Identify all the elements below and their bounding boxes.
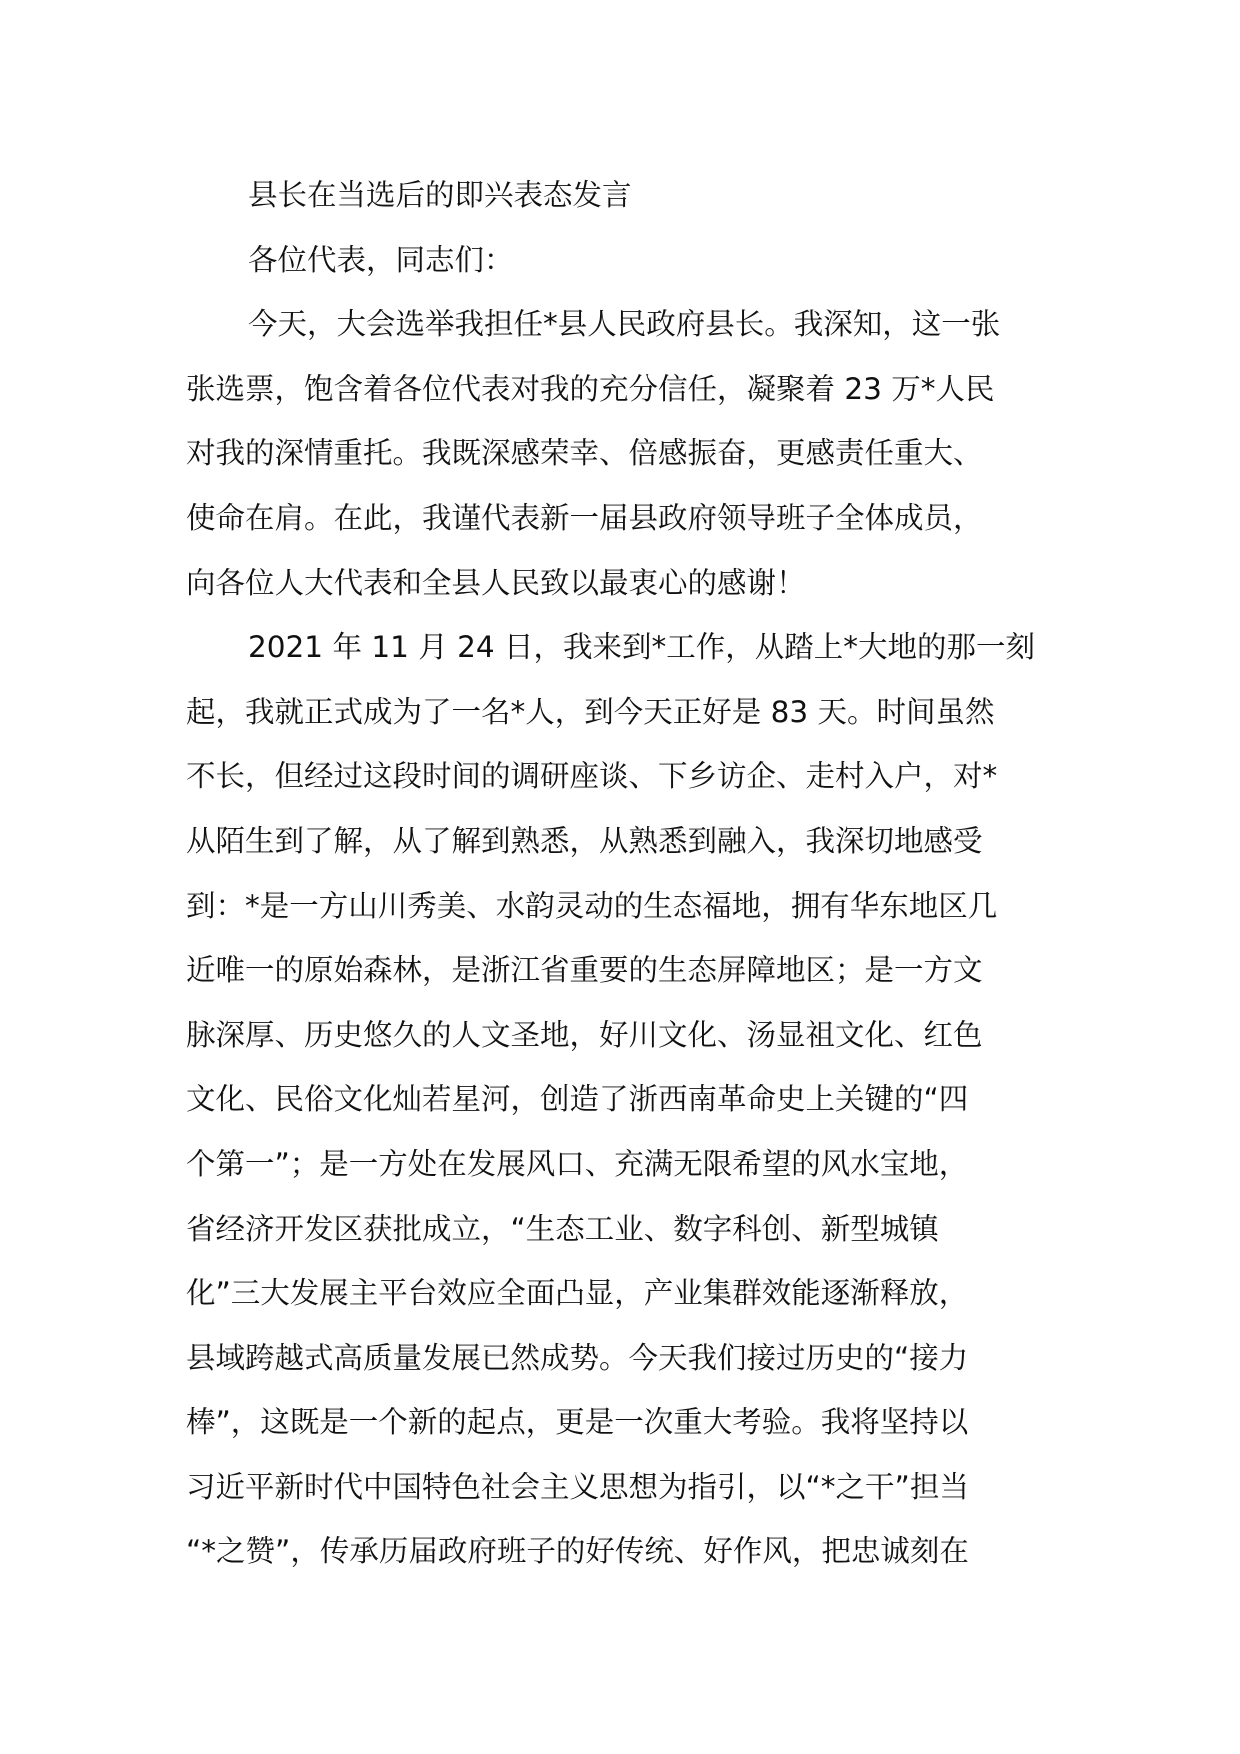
paragraph-line: 习近平新时代中国特色社会主义思想为指引，以“*之干”担当 xyxy=(186,1469,969,1504)
paragraph-line: 不长，但经过这段时间的调研座谈、下乡访企、走村入户，对* xyxy=(186,759,998,794)
paragraph-line: 向各位人大代表和全县人民致以最衷心的感谢！ xyxy=(186,565,806,600)
document-body xyxy=(186,163,1066,1584)
paragraph-line: 脉深厚、历史悠久的人文圣地，好川文化、汤显祖文化、红色 xyxy=(186,1017,983,1052)
paragraph-line: 到：*是一方山川秀美、水韵灵动的生态福地，拥有华东地区几 xyxy=(186,888,998,923)
paragraph-line: 今天，大会选举我担任*县人民政府县长。我深知，这一张 xyxy=(248,307,1001,342)
paragraph-line: 省经济开发区获批成立，“生态工业、数字科创、新型城镇 xyxy=(186,1211,939,1246)
paragraph-line: 使命在肩。在此，我谨代表新一届县政府领导班子全体成员， xyxy=(186,500,983,535)
paragraph-line: 近唯一的原始森林，是浙江省重要的生态屏障地区；是一方文 xyxy=(186,953,983,988)
paragraph-line: 县域跨越式高质量发展已然成势。今天我们接过历史的“接力 xyxy=(186,1340,969,1375)
paragraph-line: 个第一”；是一方处在发展风口、充满无限希望的风水宝地， xyxy=(186,1146,969,1181)
paragraph-line: 张选票，饱含着各位代表对我的充分信任，凝聚着 23 万*人民 xyxy=(186,371,995,406)
paragraph-line: “*之赞”，传承历届政府班子的好传统、好作风，把忠诚刻在 xyxy=(186,1534,969,1569)
paragraph-line: 对我的深情重托。我既深感荣幸、倍感振奋，更感责任重大、 xyxy=(186,436,983,471)
paragraph-line: 棒”，这既是一个新的起点，更是一次重大考验。我将坚持以 xyxy=(186,1405,969,1440)
salutation: 各位代表，同志们： xyxy=(248,242,514,277)
paragraph-line: 2021 年 11 月 24 日，我来到*工作，从踏上*大地的那一刻 xyxy=(248,630,1036,665)
paragraph-line: 化”三大发展主平台效应全面凸显，产业集群效能逐渐释放， xyxy=(186,1276,969,1311)
paragraph-line: 起，我就正式成为了一名*人，到今天正好是 83 天。时间虽然 xyxy=(186,694,995,729)
document-title: 县长在当选后的即兴表态发言 xyxy=(248,178,632,212)
paragraph-line: 文化、民俗文化灿若星河，创造了浙西南革命史上关键的“四 xyxy=(186,1082,969,1117)
paragraph-line: 从陌生到了解，从了解到熟悉，从熟悉到融入，我深切地感受 xyxy=(186,823,983,858)
